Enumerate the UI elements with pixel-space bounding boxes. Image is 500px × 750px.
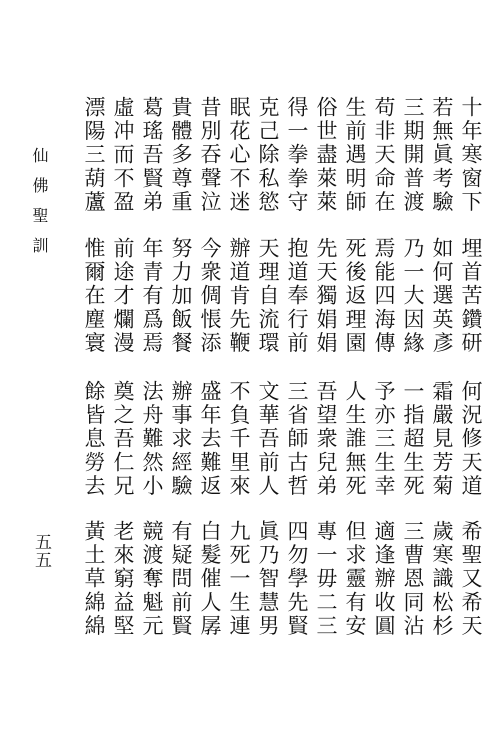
verse-col-7-lower: 三省師古哲 [285, 380, 309, 498]
verse-col-1-lower: 何況修天道 [459, 380, 483, 498]
verse-col-1-mid: 埋首苦鑽研 [459, 237, 483, 355]
verse-col-6-lower: 吾望衆兒弟 [314, 380, 338, 498]
verse-col-9-bottom: 九死一生連 [227, 520, 251, 638]
verse-col-9-upper: 眠花心不迷 [227, 96, 251, 214]
verse-col-5-lower: 人生誰無死 [343, 380, 367, 498]
verse-col-4-lower: 予亦三生幸 [372, 380, 396, 498]
verse-col-11-bottom: 有疑問前賢 [169, 520, 193, 638]
verse-col-8-bottom: 眞乃智慧男 [256, 520, 280, 638]
verse-col-11-mid: 努力加飯餐 [169, 237, 193, 355]
verse-col-12-lower: 法舟難然小 [140, 380, 164, 498]
verse-col-2-bottom: 歲寒識松杉 [430, 520, 454, 638]
verse-col-11-upper: 貴體多尊重 [169, 96, 193, 214]
verse-col-1-bottom: 希聖又希天 [459, 520, 483, 638]
verse-col-14-lower: 餘皆息勞去 [82, 380, 106, 498]
side-title: 仙佛聖訓 [30, 147, 49, 267]
verse-col-13-mid: 前途才爛漫 [111, 237, 135, 355]
verse-col-7-mid: 抱道奉行前 [285, 237, 309, 355]
verse-col-8-mid: 天理自流環 [256, 237, 280, 355]
verse-col-7-upper: 得一拳拳守 [285, 96, 309, 214]
verse-col-9-lower: 不負千里來 [227, 380, 251, 498]
verse-col-11-lower: 辦事求經驗 [169, 380, 193, 498]
verse-col-4-bottom: 適逢辦收圓 [372, 520, 396, 638]
verse-col-3-upper: 三期開普渡 [401, 96, 425, 214]
verse-col-10-mid: 今衆倜悵添 [198, 237, 222, 355]
verse-col-2-mid: 如何選英彥 [430, 237, 454, 355]
verse-col-3-bottom: 三曹恩同沾 [401, 520, 425, 638]
verse-col-5-mid: 死後返理園 [343, 237, 367, 355]
verse-col-3-mid: 乃一大因緣 [401, 237, 425, 355]
verse-col-8-lower: 文華吾前人 [256, 380, 280, 498]
verse-col-6-upper: 俗世盡萊萊 [314, 96, 338, 214]
verse-col-13-lower: 奠之吾仁兄 [111, 380, 135, 498]
verse-col-14-upper: 漂陽三葫蘆 [82, 96, 106, 214]
verse-col-12-upper: 葛瑤吾賢弟 [140, 96, 164, 214]
verse-col-10-upper: 昔別吞聲泣 [198, 96, 222, 214]
verse-col-6-bottom: 專一毋二三 [314, 520, 338, 638]
verse-col-1-upper: 十年寒窗下 [459, 96, 483, 214]
verse-col-2-upper: 若無眞考驗 [430, 96, 454, 214]
verse-col-9-mid: 辦道肯先鞭 [227, 237, 251, 355]
verse-col-4-mid: 焉能四海傳 [372, 237, 396, 355]
verse-col-12-mid: 年青有爲焉 [140, 237, 164, 355]
verse-col-4-upper: 苟非天命在 [372, 96, 396, 214]
verse-col-13-upper: 虛冲而不盈 [111, 96, 135, 214]
verse-col-13-bottom: 老來窮益堅 [111, 520, 135, 638]
verse-col-3-lower: 一指超生死 [401, 380, 425, 498]
verse-col-12-bottom: 競渡奪魁元 [140, 520, 164, 638]
verse-col-8-upper: 克己除私慾 [256, 96, 280, 214]
verse-col-7-bottom: 四勿學先賢 [285, 520, 309, 638]
verse-col-14-bottom: 黃土草綿綿 [82, 520, 106, 638]
verse-col-5-upper: 生前遇明師 [343, 96, 367, 214]
verse-col-10-lower: 盛年去難返 [198, 380, 222, 498]
verse-col-5-bottom: 但求靈有安 [343, 520, 367, 638]
page-number: 五五 [31, 533, 51, 569]
verse-col-6-mid: 先天獨娟娟 [314, 237, 338, 355]
verse-col-14-mid: 惟爾在塵寰 [82, 237, 106, 355]
verse-col-2-lower: 霜嚴見芳菊 [430, 380, 454, 498]
verse-col-10-bottom: 白髮催人孱 [198, 520, 222, 638]
